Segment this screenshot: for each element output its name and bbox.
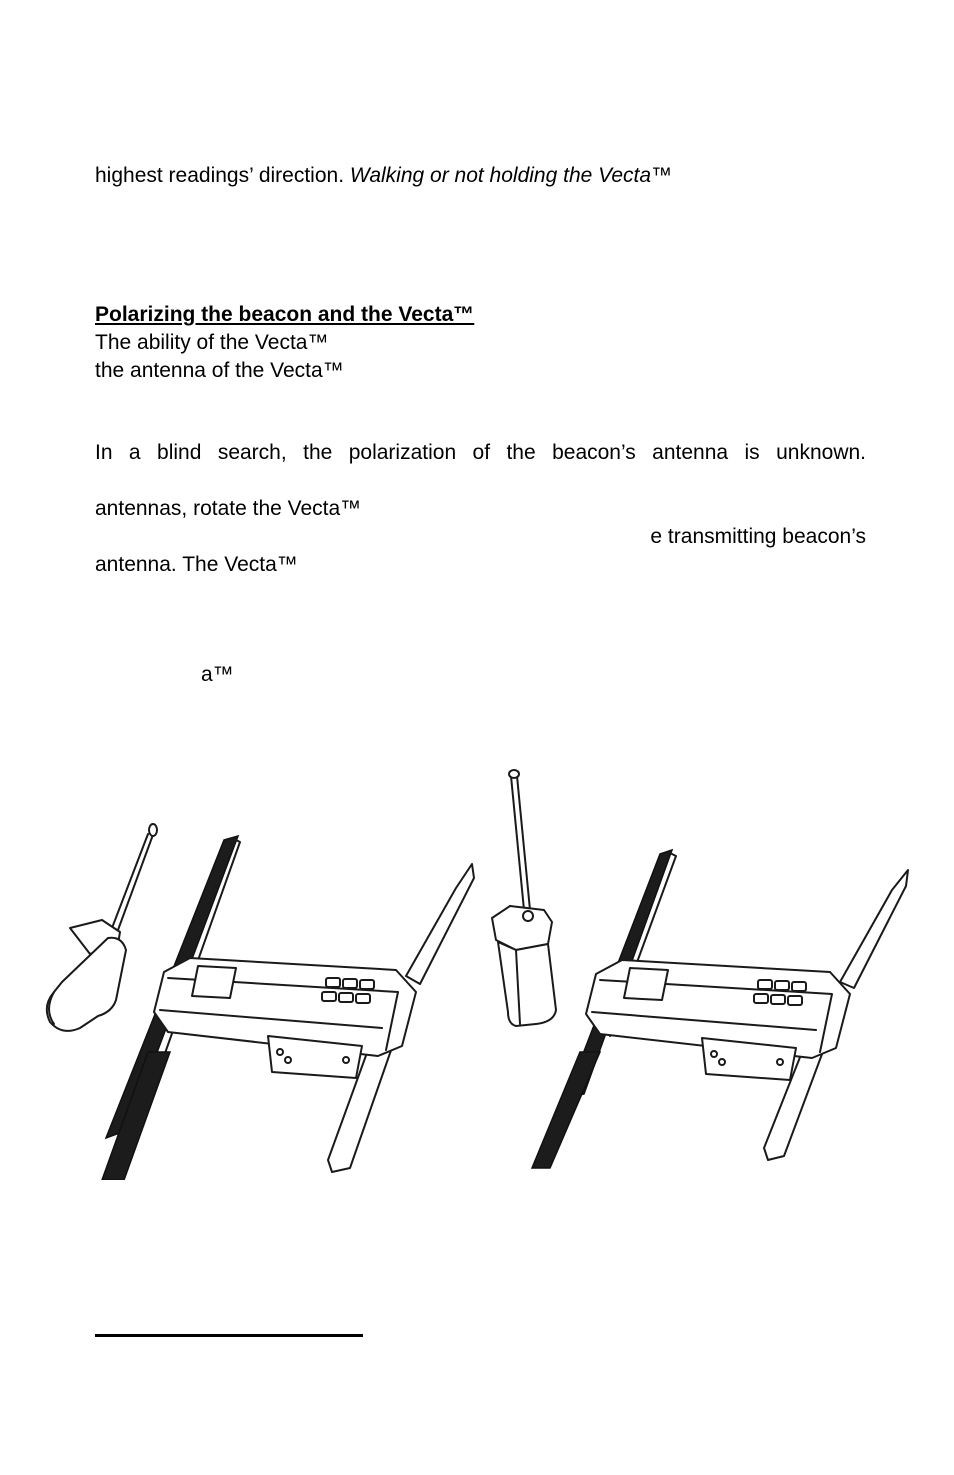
right-beacon-whip-antenna	[511, 776, 524, 910]
left-receiver	[102, 836, 474, 1180]
section-line1: The ability of the Vecta™	[95, 331, 329, 354]
paragraph2-line4: antenna. The Vecta™	[95, 553, 298, 576]
paragraph2-line2: antennas, rotate the Vecta™	[95, 497, 362, 520]
left-receiver-display	[192, 966, 236, 998]
paragraph1-plain-text: highest readings’ direction.	[95, 164, 350, 187]
paragraph1-line1	[95, 164, 672, 188]
right-beacon-body	[498, 942, 556, 1026]
section-heading: Polarizing the beacon and the Vecta™	[95, 303, 475, 326]
right-beacon	[492, 770, 556, 1026]
left-beacon-antenna-tip	[149, 824, 157, 836]
right-receiver	[532, 850, 908, 1168]
paragraph2-line1: In a blind search, the polarization of the beacon’s antenna is unknown.	[95, 441, 866, 464]
footnote-separator	[95, 1334, 363, 1337]
paragraph2-line3: e transmitting beacon’s	[650, 525, 866, 548]
right-illustration	[492, 770, 908, 1168]
left-illustration	[47, 824, 474, 1180]
right-receiver-fin-upper-right	[840, 870, 908, 988]
left-receiver-fin-upper-right	[406, 864, 474, 984]
right-receiver-display	[624, 968, 668, 1000]
paragraph1-italic-text: Walking or not holding the Vecta™	[349, 164, 673, 187]
right-beacon-antenna-tip	[509, 770, 519, 778]
left-beacon	[47, 824, 157, 1031]
section-line2: the antenna of the Vecta™	[95, 359, 344, 382]
left-beacon-whip-antenna	[118, 832, 154, 930]
right-receiver-fin-lower-left	[532, 1052, 600, 1168]
left-beacon-body	[47, 938, 126, 1031]
polarization-figure	[40, 760, 920, 1180]
paragraph3-line1: a™	[201, 663, 234, 686]
